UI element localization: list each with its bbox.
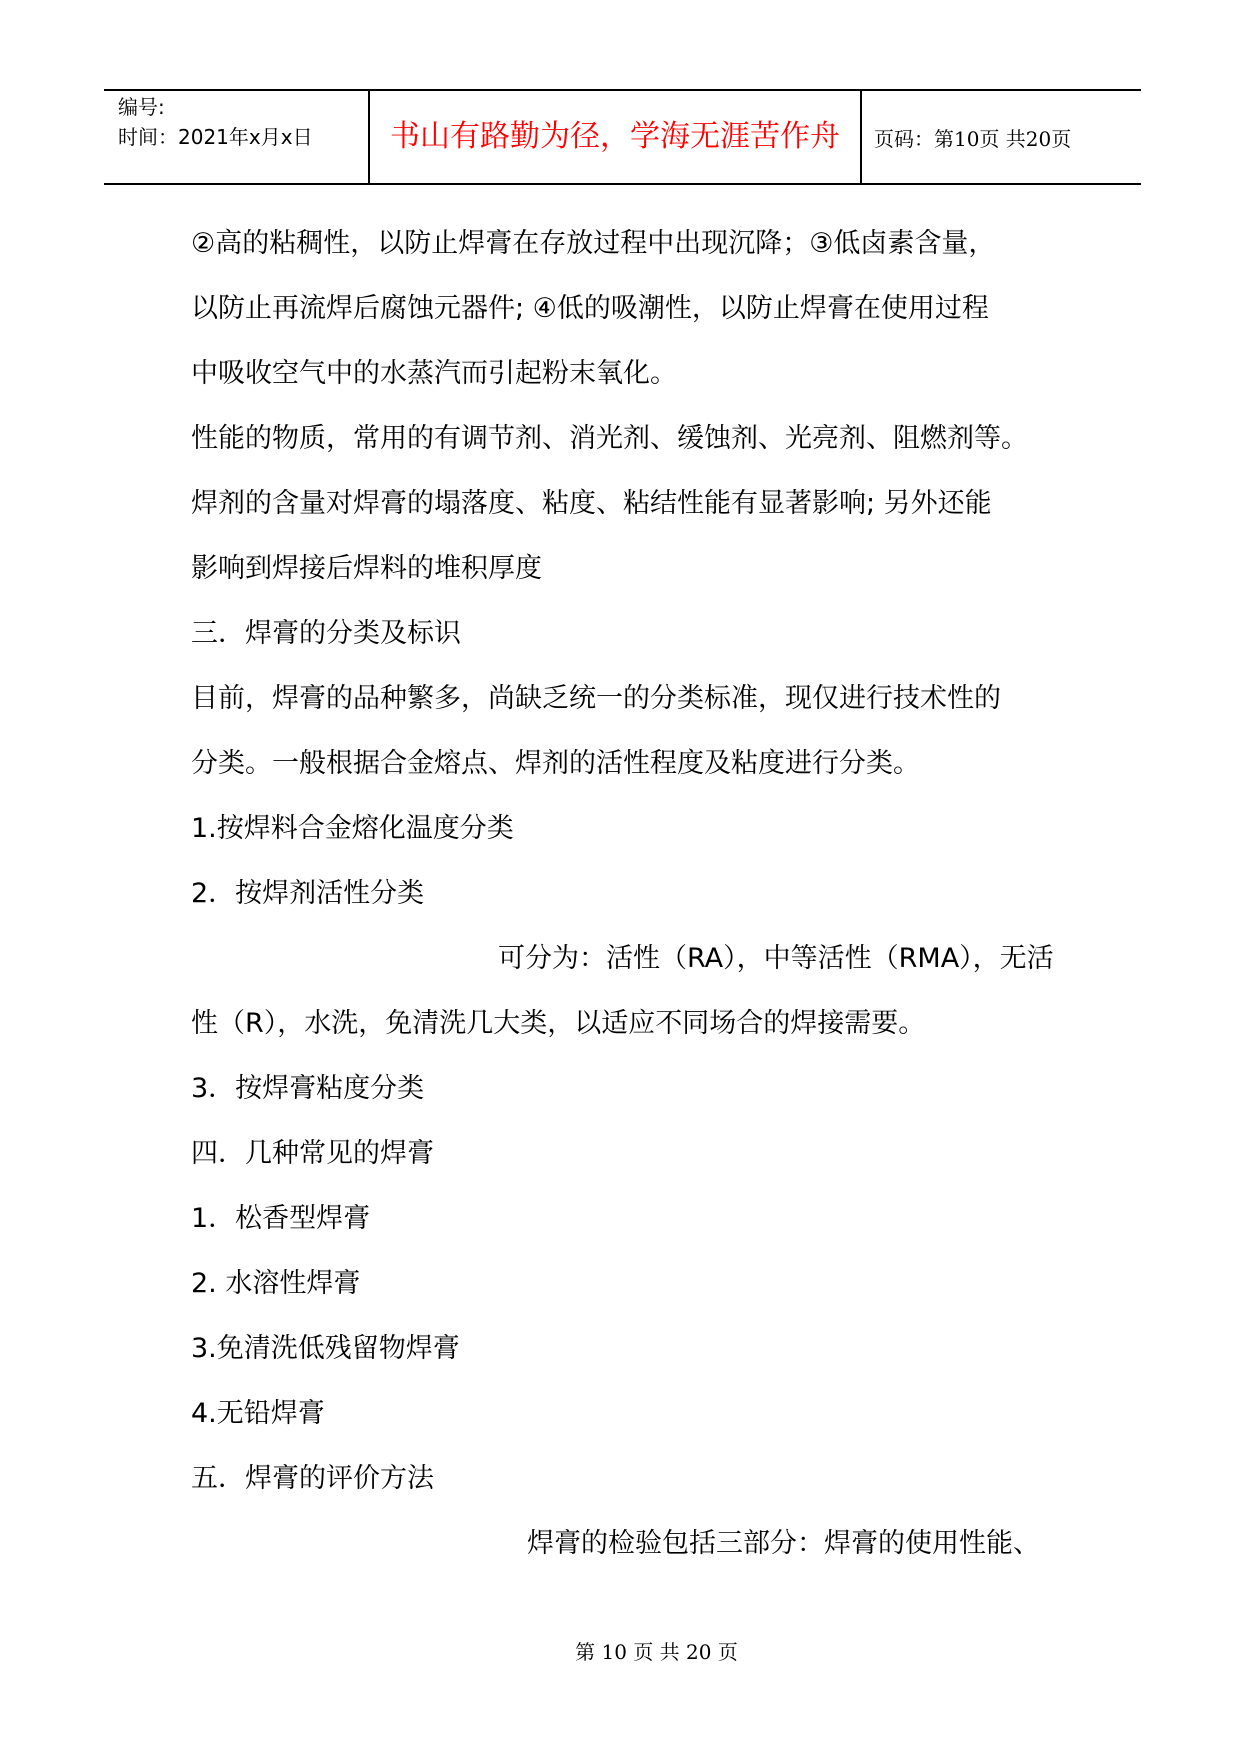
header-divider-right	[860, 90, 862, 183]
footer-page-label: 第 10 页 共 20 页	[575, 1640, 738, 1664]
paragraph-line: 性（R），水洗，免清洗几大类，以适应不同场合的焊接需要。	[191, 1008, 926, 1039]
section-heading: 四．几种常见的焊膏	[191, 1138, 434, 1169]
paragraph-line: 影响到焊接后焊料的堆积厚度	[191, 553, 542, 584]
document-number-label: 编号:	[118, 95, 165, 119]
paragraph-line: 目前，焊膏的品种繁多，尚缺乏统一的分类标准，现仅进行技术性的	[191, 683, 1001, 714]
header-divider-left	[368, 90, 370, 183]
header-top-rule	[104, 89, 1141, 91]
list-item: 1.按焊料合金熔化温度分类	[191, 813, 514, 844]
paragraph-line: 焊膏的检验包括三部分：焊膏的使用性能、	[527, 1528, 1040, 1559]
section-heading: 三．焊膏的分类及标识	[191, 618, 461, 649]
header-bottom-rule	[104, 183, 1141, 185]
list-item: 2．按焊剂活性分类	[191, 878, 425, 909]
section-heading: 五．焊膏的评价方法	[191, 1463, 434, 1494]
header-meta	[118, 92, 313, 152]
paragraph-line: 分类。一般根据合金熔点、焊剂的活性程度及粘度进行分类。	[191, 748, 920, 779]
list-item: 4.无铅焊膏	[191, 1398, 325, 1429]
paragraph-line: 焊剂的含量对焊膏的塌落度、粘度、粘结性能有显著影响; 另外还能	[191, 488, 992, 519]
header-page-label: 页码：第10页 共20页	[874, 127, 1072, 151]
header-motto: 书山有路勤为径，学海无涯苦作舟	[390, 119, 840, 154]
list-item: 3.免清洗低残留物焊膏	[191, 1333, 460, 1364]
paragraph-line: 性能的物质，常用的有调节剂、消光剂、缓蚀剂、光亮剂、阻燃剂等。	[191, 423, 1028, 454]
paragraph-line: 可分为：活性（RA），中等活性（RMA），无活	[498, 943, 1054, 974]
list-item: 1．松香型焊膏	[191, 1203, 371, 1234]
list-item: 3．按焊膏粘度分类	[191, 1073, 425, 1104]
document-time-label: 时间：2021年x月x日	[118, 125, 313, 149]
list-item: 2. 水溶性焊膏	[191, 1268, 361, 1299]
paragraph-line: 中吸收空气中的水蒸汽而引起粉末氧化。	[191, 358, 677, 389]
paragraph-line: 以防止再流焊后腐蚀元器件; ④低的吸潮性，以防止焊膏在使用过程	[191, 293, 989, 324]
paragraph-line: ②高的粘稠性，以防止焊膏在存放过程中出现沉降；③低卤素含量，	[191, 228, 996, 259]
